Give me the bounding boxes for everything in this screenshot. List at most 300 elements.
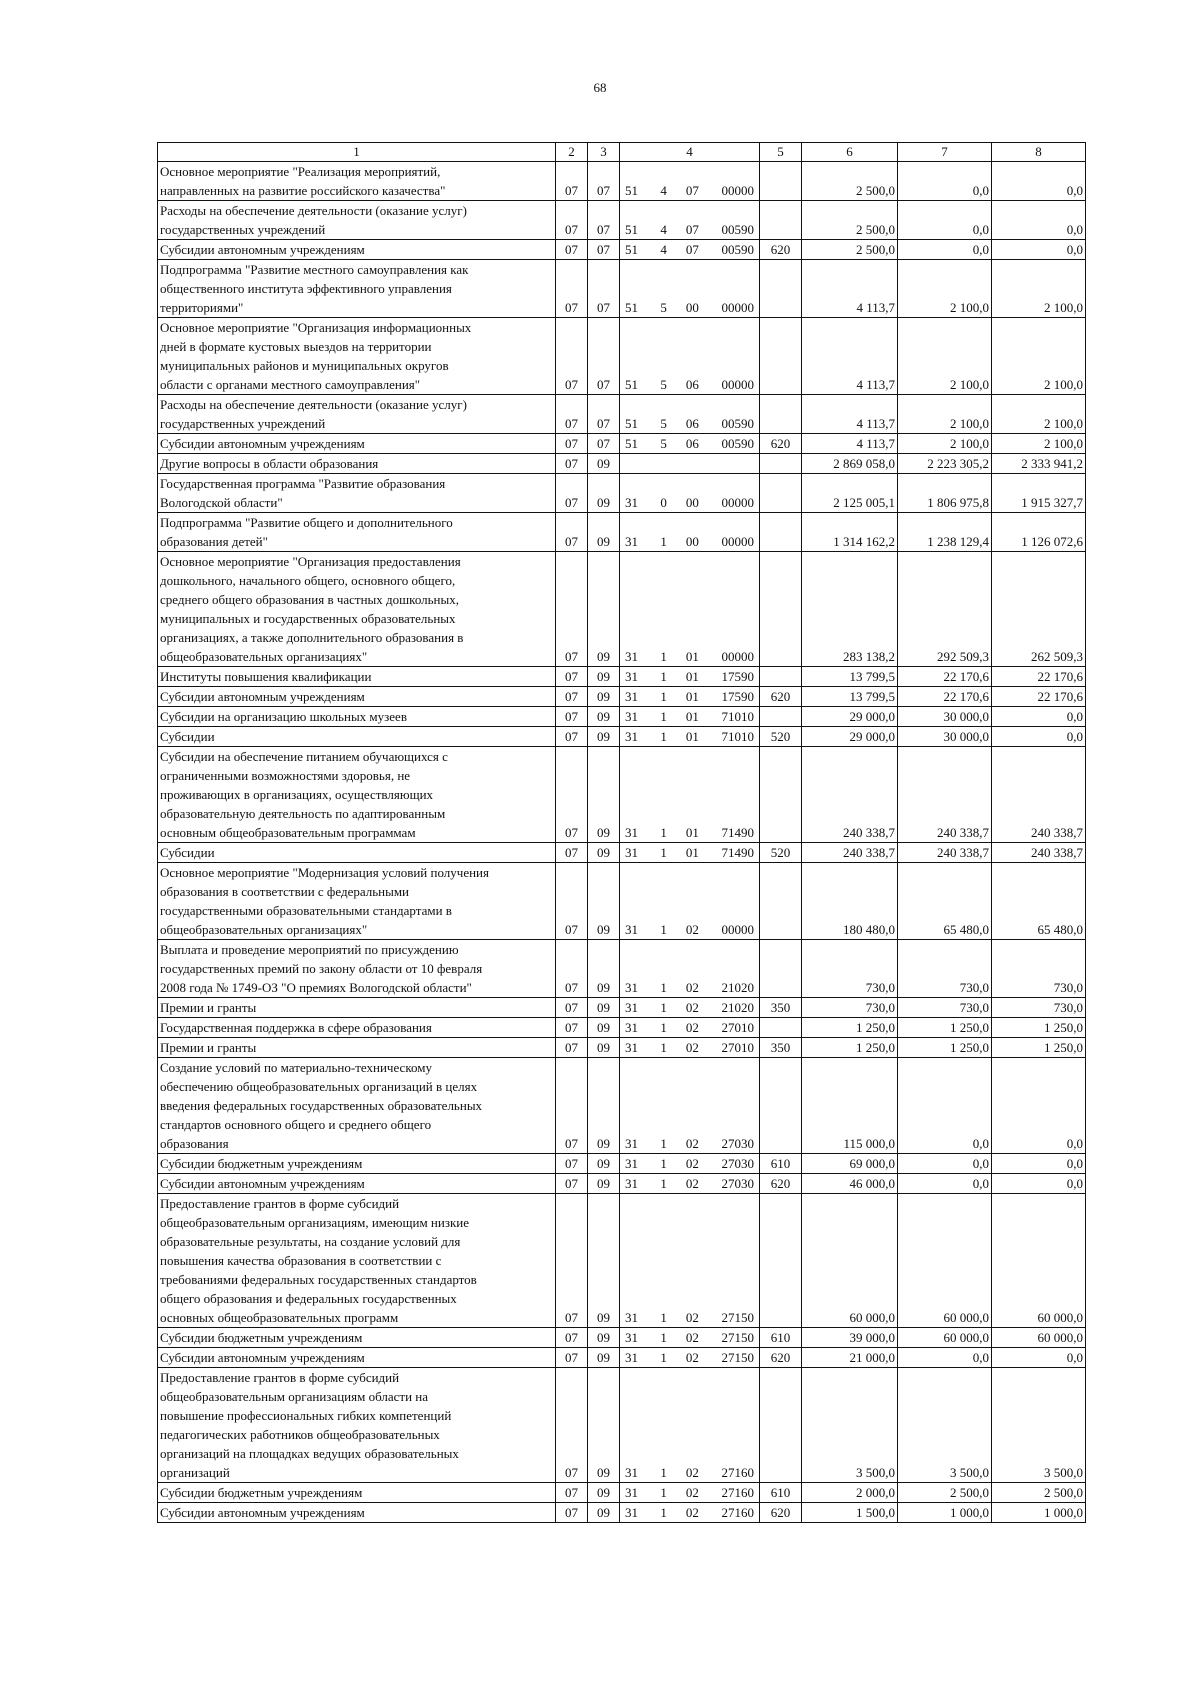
- expense-type-code: [760, 1194, 802, 1328]
- target-article-code: [620, 940, 760, 998]
- target-code-part: 31: [625, 1310, 638, 1325]
- amount-col-7: 2 100,0: [898, 434, 992, 454]
- row-name: [158, 1483, 556, 1503]
- amount-col-6: 2 500,0: [802, 240, 898, 260]
- target-article-code: [620, 1038, 760, 1058]
- target-code-part: 31: [625, 649, 638, 664]
- amount-col-6: 2 125 005,1: [802, 474, 898, 513]
- target-article-code: [620, 667, 760, 687]
- header-col-8: 8: [992, 143, 1086, 162]
- amount-col-6: 2 500,0: [802, 162, 898, 201]
- row-name-line: Основное мероприятие "Организация информационных: [160, 320, 472, 335]
- target-code-part: 31: [625, 1040, 638, 1055]
- amount-col-7: 1 000,0: [898, 1503, 992, 1523]
- amount-col-8: 22 170,6: [992, 667, 1086, 687]
- amount-col-8: 2 500,0: [992, 1483, 1086, 1503]
- row-name-line: муниципальных и государственных образовательных: [160, 611, 456, 626]
- row-name: [158, 1038, 556, 1058]
- row-name-line: общего образования и федеральных государственных: [160, 1291, 457, 1306]
- row-name-line: обеспечению общеобразовательных организаций в целях: [160, 1079, 478, 1094]
- target-code-part: 1: [660, 1350, 667, 1365]
- row-name-line: повышение профессиональных гибких компетенций: [160, 1408, 452, 1423]
- target-code-part: 31: [625, 845, 638, 860]
- row-name-line: стандартов основного общего и среднего общего: [160, 1117, 432, 1132]
- row-name-line: Субсидии бюджетным учреждениям: [160, 1485, 363, 1500]
- row-name-line: Субсидии автономным учреждениям: [160, 242, 365, 257]
- row-name-line: образования детей": [160, 534, 268, 549]
- header-col-3: 3: [588, 143, 620, 162]
- table-row: [158, 1154, 1086, 1174]
- section-code: 07: [556, 687, 588, 707]
- amount-col-8: 1 250,0: [992, 1018, 1086, 1038]
- amount-col-6: 2 500,0: [802, 201, 898, 240]
- expense-type-code: [760, 395, 802, 434]
- amount-col-7: 292 509,3: [898, 552, 992, 667]
- amount-col-7: 65 480,0: [898, 863, 992, 940]
- target-article-code: [620, 1018, 760, 1038]
- row-name-line: Премии и гранты: [160, 1000, 257, 1015]
- target-code-part: 71490: [721, 825, 754, 840]
- target-code-part: 1: [660, 1000, 667, 1015]
- amount-col-7: 60 000,0: [898, 1328, 992, 1348]
- table-row: [158, 395, 1086, 434]
- expense-type-code: 620: [760, 1503, 802, 1523]
- row-name: [158, 707, 556, 727]
- amount-col-7: 0,0: [898, 1348, 992, 1368]
- row-name: [158, 240, 556, 260]
- target-code-part: 51: [625, 242, 638, 257]
- amount-col-7: 2 223 305,2: [898, 454, 992, 474]
- target-code-part: 31: [625, 1505, 638, 1520]
- target-code-part: 21020: [721, 980, 754, 995]
- row-name-line: проживающих в организациях, осуществляющих: [160, 787, 434, 802]
- expense-type-code: [760, 863, 802, 940]
- target-code-part: 00000: [721, 922, 754, 937]
- amount-col-7: 0,0: [898, 1174, 992, 1194]
- target-code-part: 27010: [721, 1020, 754, 1035]
- target-code-part: 07: [685, 242, 699, 257]
- target-code-part: 31: [625, 1156, 638, 1171]
- row-name: [158, 1018, 556, 1038]
- expense-type-code: 610: [760, 1154, 802, 1174]
- amount-col-8: 1 000,0: [992, 1503, 1086, 1523]
- expense-type-code: 610: [760, 1328, 802, 1348]
- amount-col-7: 30 000,0: [898, 727, 992, 747]
- target-code-part: 01: [685, 845, 699, 860]
- table-row: [158, 1368, 1086, 1483]
- target-code-part: 00590: [721, 436, 754, 451]
- table-row: [158, 201, 1086, 240]
- row-name: [158, 843, 556, 863]
- target-code-part: 5: [660, 436, 667, 451]
- budget-table: [157, 142, 1086, 1523]
- section-code: 07: [556, 1328, 588, 1348]
- subsection-code: 09: [588, 940, 620, 998]
- target-article-code: [620, 434, 760, 454]
- section-code: 07: [556, 260, 588, 318]
- row-name-line: среднего общего образования в частных дошкольных,: [160, 592, 459, 607]
- target-code-part: 1: [660, 729, 667, 744]
- amount-col-7: 22 170,6: [898, 667, 992, 687]
- page-number: 68: [593, 80, 607, 95]
- amount-col-7: 3 500,0: [898, 1368, 992, 1483]
- section-code: 07: [556, 843, 588, 863]
- target-article-code: [620, 1503, 760, 1523]
- target-article-code: [620, 727, 760, 747]
- section-code: 07: [556, 552, 588, 667]
- target-code-part: 02: [685, 1020, 699, 1035]
- target-code-part: 00590: [721, 222, 754, 237]
- table-row: [158, 318, 1086, 395]
- target-code-part: 06: [685, 416, 699, 431]
- row-name: [158, 1503, 556, 1523]
- row-name: [158, 687, 556, 707]
- table-row: [158, 667, 1086, 687]
- amount-col-6: 283 138,2: [802, 552, 898, 667]
- amount-col-6: 730,0: [802, 940, 898, 998]
- subsection-code: 09: [588, 747, 620, 843]
- subsection-code: 09: [588, 1154, 620, 1174]
- amount-col-7: 22 170,6: [898, 687, 992, 707]
- target-code-part: 4: [660, 183, 667, 198]
- target-code-part: 27150: [721, 1310, 754, 1325]
- table-row: [158, 863, 1086, 940]
- target-article-code: [620, 1058, 760, 1154]
- subsection-code: 07: [588, 434, 620, 454]
- row-name: [158, 747, 556, 843]
- row-name-line: дошкольного, начального общего, основного общего,: [160, 573, 456, 588]
- amount-col-8: 0,0: [992, 1174, 1086, 1194]
- target-code-part: 01: [685, 825, 699, 840]
- row-name-line: государственных учреждений: [160, 222, 326, 237]
- section-code: 07: [556, 240, 588, 260]
- expense-type-code: [760, 1368, 802, 1483]
- subsection-code: 09: [588, 1038, 620, 1058]
- section-code: 07: [556, 863, 588, 940]
- amount-col-7: 1 238 129,4: [898, 513, 992, 552]
- subsection-code: 07: [588, 162, 620, 201]
- row-name-line: Премии и гранты: [160, 1040, 257, 1055]
- row-name-line: Вологодской области": [160, 495, 283, 510]
- amount-col-8: 60 000,0: [992, 1194, 1086, 1328]
- header-col-1: 1: [158, 143, 556, 162]
- amount-col-7: 240 338,7: [898, 747, 992, 843]
- target-code-part: 01: [685, 689, 699, 704]
- row-name-line: Выплата и проведение мероприятий по присуждению: [160, 942, 459, 957]
- amount-col-7: 2 100,0: [898, 395, 992, 434]
- target-code-part: 27030: [721, 1176, 754, 1191]
- target-code-part: 1: [660, 1465, 667, 1480]
- subsection-code: 09: [588, 1328, 620, 1348]
- target-article-code: [620, 318, 760, 395]
- row-name-line: педагогических работников общеобразовательных: [160, 1427, 440, 1442]
- expense-type-code: 620: [760, 434, 802, 454]
- expense-type-code: 620: [760, 240, 802, 260]
- target-code-part: 27030: [721, 1136, 754, 1151]
- amount-col-8: 2 100,0: [992, 318, 1086, 395]
- amount-col-6: 29 000,0: [802, 707, 898, 727]
- amount-col-8: 2 100,0: [992, 434, 1086, 454]
- amount-col-6: 3 500,0: [802, 1368, 898, 1483]
- target-code-part: 02: [685, 1040, 699, 1055]
- target-code-part: 1: [660, 1156, 667, 1171]
- table-row: [158, 162, 1086, 201]
- section-code: 07: [556, 474, 588, 513]
- row-name-line: направленных на развитие российского казачества": [160, 183, 446, 198]
- target-code-part: 51: [625, 300, 638, 315]
- amount-col-7: 1 806 975,8: [898, 474, 992, 513]
- target-code-part: 1: [660, 669, 667, 684]
- row-name: [158, 1058, 556, 1154]
- table-row: [158, 260, 1086, 318]
- table-row: [158, 747, 1086, 843]
- amount-col-7: 730,0: [898, 998, 992, 1018]
- row-name-line: общеобразовательных организациях": [160, 649, 368, 664]
- table-row: [158, 687, 1086, 707]
- section-code: 07: [556, 454, 588, 474]
- row-name-line: Субсидии автономным учреждениям: [160, 1350, 365, 1365]
- target-code-part: 1: [660, 709, 667, 724]
- row-name: [158, 201, 556, 240]
- target-code-part: 00000: [721, 649, 754, 664]
- subsection-code: 09: [588, 1018, 620, 1038]
- target-code-part: 02: [685, 1310, 699, 1325]
- target-code-part: 1: [660, 1330, 667, 1345]
- amount-col-7: 30 000,0: [898, 707, 992, 727]
- target-code-part: 27150: [721, 1330, 754, 1345]
- section-code: 07: [556, 1368, 588, 1483]
- row-name: [158, 552, 556, 667]
- row-name-line: 2008 года № 1749-ОЗ "О премиях Вологодской области": [160, 980, 472, 995]
- amount-col-7: 1 250,0: [898, 1018, 992, 1038]
- expense-type-code: [760, 707, 802, 727]
- target-code-part: 31: [625, 825, 638, 840]
- expense-type-code: 620: [760, 1348, 802, 1368]
- target-code-part: 5: [660, 416, 667, 431]
- section-code: 07: [556, 1194, 588, 1328]
- subsection-code: 09: [588, 863, 620, 940]
- amount-col-7: 0,0: [898, 162, 992, 201]
- target-code-part: 02: [685, 1000, 699, 1015]
- target-code-part: 00: [685, 495, 699, 510]
- amount-col-7: 2 100,0: [898, 260, 992, 318]
- target-code-part: 31: [625, 534, 638, 549]
- row-name-line: общественного института эффективного управления: [160, 281, 452, 296]
- target-code-part: 1: [660, 534, 667, 549]
- target-code-part: 1: [660, 1310, 667, 1325]
- target-code-part: 01: [685, 709, 699, 724]
- target-code-part: 31: [625, 709, 638, 724]
- amount-col-8: 1 250,0: [992, 1038, 1086, 1058]
- subsection-code: 09: [588, 843, 620, 863]
- amount-col-8: 60 000,0: [992, 1328, 1086, 1348]
- expense-type-code: 350: [760, 998, 802, 1018]
- row-name-line: Институты повышения квалификации: [160, 669, 372, 684]
- target-code-part: 1: [660, 980, 667, 995]
- expense-type-code: [760, 940, 802, 998]
- row-name-line: образовательные результаты, на создание условий для: [160, 1234, 461, 1249]
- target-code-part: 02: [685, 1505, 699, 1520]
- row-name-line: территориями": [160, 300, 244, 315]
- subsection-code: 09: [588, 667, 620, 687]
- amount-col-8: 1 915 327,7: [992, 474, 1086, 513]
- expense-type-code: 620: [760, 1174, 802, 1194]
- target-article-code: [620, 513, 760, 552]
- target-article-code: [620, 1194, 760, 1328]
- target-code-part: 06: [685, 436, 699, 451]
- amount-col-7: 0,0: [898, 1058, 992, 1154]
- header-col-2: 2: [556, 143, 588, 162]
- row-name-line: государственных премий по закону области от 10 февраля: [160, 961, 483, 976]
- expense-type-code: 520: [760, 843, 802, 863]
- row-name: [158, 318, 556, 395]
- target-code-part: 31: [625, 1136, 638, 1151]
- row-name-line: государственными образовательными стандартами в: [160, 903, 452, 918]
- target-code-part: 31: [625, 1176, 638, 1191]
- target-article-code: [620, 1483, 760, 1503]
- amount-col-8: 730,0: [992, 998, 1086, 1018]
- amount-col-8: 0,0: [992, 1348, 1086, 1368]
- row-name: [158, 474, 556, 513]
- amount-col-8: 262 509,3: [992, 552, 1086, 667]
- row-name-line: основным общеобразовательным программам: [160, 825, 416, 840]
- target-article-code: [620, 863, 760, 940]
- target-code-part: 02: [685, 1176, 699, 1191]
- target-code-part: 1: [660, 1020, 667, 1035]
- row-name-line: Предоставление грантов в форме субсидий: [160, 1196, 400, 1211]
- subsection-code: 09: [588, 1058, 620, 1154]
- row-name-line: общеобразовательных организациях": [160, 922, 368, 937]
- target-code-part: 02: [685, 1136, 699, 1151]
- amount-col-8: 22 170,6: [992, 687, 1086, 707]
- amount-col-6: 46 000,0: [802, 1174, 898, 1194]
- amount-col-8: 0,0: [992, 1154, 1086, 1174]
- subsection-code: 09: [588, 474, 620, 513]
- row-name: [158, 513, 556, 552]
- target-code-part: 00000: [721, 183, 754, 198]
- target-code-part: 1: [660, 845, 667, 860]
- amount-col-8: 0,0: [992, 707, 1086, 727]
- subsection-code: 07: [588, 201, 620, 240]
- target-code-part: 1: [660, 1176, 667, 1191]
- subsection-code: 09: [588, 1348, 620, 1368]
- target-code-part: 1: [660, 825, 667, 840]
- target-code-part: 00: [685, 534, 699, 549]
- row-name-line: дней в формате кустовых выездов на территории: [160, 339, 432, 354]
- section-code: 07: [556, 1154, 588, 1174]
- target-code-part: 1: [660, 689, 667, 704]
- table-row: [158, 998, 1086, 1018]
- row-name-line: введения федеральных государственных образовательных: [160, 1098, 483, 1113]
- expense-type-code: [760, 162, 802, 201]
- row-name: [158, 1368, 556, 1483]
- row-name-line: ограниченными возможностями здоровья, не: [160, 768, 411, 783]
- target-code-part: 1: [660, 1505, 667, 1520]
- amount-col-6: 1 250,0: [802, 1038, 898, 1058]
- target-code-part: 31: [625, 1330, 638, 1345]
- row-name-line: Расходы на обеспечение деятельности (оказание услуг): [160, 397, 467, 412]
- amount-col-6: 1 314 162,2: [802, 513, 898, 552]
- expense-type-code: 350: [760, 1038, 802, 1058]
- target-code-part: 31: [625, 669, 638, 684]
- target-code-part: 71490: [721, 845, 754, 860]
- row-name-line: Предоставление грантов в форме субсидий: [160, 1370, 400, 1385]
- target-code-part: 1: [660, 922, 667, 937]
- target-code-part: 27160: [721, 1465, 754, 1480]
- row-name-line: Субсидии бюджетным учреждениям: [160, 1330, 363, 1345]
- target-article-code: [620, 240, 760, 260]
- target-code-part: 31: [625, 1000, 638, 1015]
- target-code-part: 4: [660, 222, 667, 237]
- section-code: 07: [556, 162, 588, 201]
- subsection-code: 09: [588, 1368, 620, 1483]
- amount-col-6: 2 869 058,0: [802, 454, 898, 474]
- header-col-7: 7: [898, 143, 992, 162]
- section-code: 07: [556, 1038, 588, 1058]
- row-name-line: Субсидии: [160, 729, 215, 744]
- row-name: [158, 667, 556, 687]
- amount-col-6: 29 000,0: [802, 727, 898, 747]
- amount-col-6: 240 338,7: [802, 747, 898, 843]
- row-name-line: Субсидии на обеспечение питанием обучающихся с: [160, 749, 448, 764]
- target-code-part: 0: [660, 495, 667, 510]
- amount-col-6: 39 000,0: [802, 1328, 898, 1348]
- expense-type-code: [760, 747, 802, 843]
- target-article-code: [620, 707, 760, 727]
- target-code-part: 27160: [721, 1505, 754, 1520]
- expense-type-code: 520: [760, 727, 802, 747]
- subsection-code: 07: [588, 240, 620, 260]
- target-code-part: 31: [625, 1020, 638, 1035]
- target-code-part: 51: [625, 416, 638, 431]
- amount-col-7: 240 338,7: [898, 843, 992, 863]
- section-code: 07: [556, 395, 588, 434]
- target-article-code: [620, 395, 760, 434]
- subsection-code: 09: [588, 687, 620, 707]
- expense-type-code: [760, 1018, 802, 1038]
- target-code-part: 31: [625, 729, 638, 744]
- amount-col-6: 180 480,0: [802, 863, 898, 940]
- row-name-line: Другие вопросы в области образования: [160, 456, 379, 471]
- section-code: 07: [556, 1348, 588, 1368]
- amount-col-7: 1 250,0: [898, 1038, 992, 1058]
- table-row: [158, 727, 1086, 747]
- table-row: [158, 1058, 1086, 1154]
- section-code: 07: [556, 1018, 588, 1038]
- target-code-part: 31: [625, 980, 638, 995]
- row-name-line: Субсидии бюджетным учреждениям: [160, 1156, 363, 1171]
- table-row: [158, 1328, 1086, 1348]
- expense-type-code: 610: [760, 1483, 802, 1503]
- section-code: 07: [556, 1174, 588, 1194]
- amount-col-8: 3 500,0: [992, 1368, 1086, 1483]
- row-name-line: организаций: [160, 1465, 230, 1480]
- row-name: [158, 162, 556, 201]
- amount-col-8: 2 100,0: [992, 260, 1086, 318]
- target-article-code: [620, 474, 760, 513]
- target-code-part: 17590: [721, 689, 754, 704]
- subsection-code: 09: [588, 552, 620, 667]
- target-code-part: 27010: [721, 1040, 754, 1055]
- expense-type-code: [760, 667, 802, 687]
- amount-col-6: 4 113,7: [802, 318, 898, 395]
- target-code-part: 00590: [721, 242, 754, 257]
- row-name-line: организаций на площадках ведущих образовательных: [160, 1446, 459, 1461]
- row-name-line: образовательную деятельность по адаптированным: [160, 806, 446, 821]
- target-article-code: [620, 1368, 760, 1483]
- amount-col-6: 240 338,7: [802, 843, 898, 863]
- target-article-code: [620, 201, 760, 240]
